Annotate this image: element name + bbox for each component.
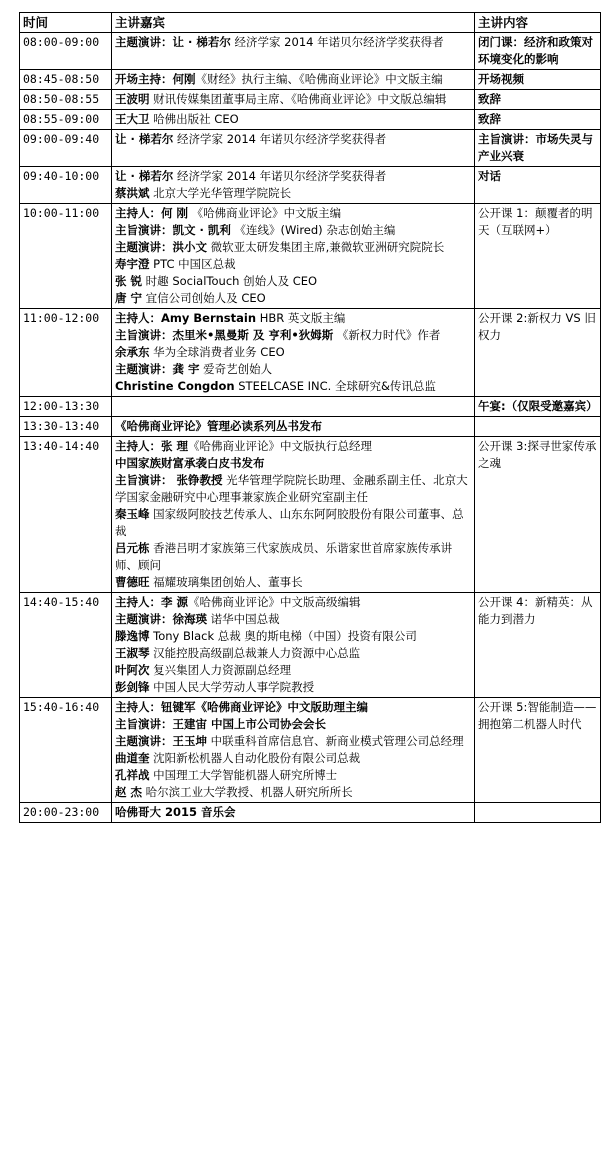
speaker-line (115, 168, 471, 185)
speaker-line (115, 310, 471, 327)
speaker-name: 秦玉峰 (115, 507, 150, 521)
speaker-line (115, 540, 471, 574)
speaker-title: 香港吕明才家族第三代家族成员、乐谐家世首席家族传承讲师、顾问 (115, 541, 453, 572)
speaker-title: 哈尔滨工业大学教授、机器人研究所所长 (142, 785, 353, 799)
speaker-line (115, 256, 471, 273)
speaker-title: 《哈佛商业评论》中文版执行总经理 (188, 439, 373, 453)
speaker-name: 主题演讲：洪小文 (115, 240, 207, 254)
speaker-cell (112, 204, 475, 309)
speaker-cell (112, 803, 475, 823)
table-row (20, 167, 601, 204)
header-time: 时间 (20, 13, 112, 33)
speaker-name: 王波明 (115, 92, 150, 106)
speaker-line (115, 750, 471, 767)
speaker-title: STEELCASE INC. 全球研究&传讯总监 (234, 379, 436, 393)
speaker-line (115, 290, 471, 307)
speaker-cell (112, 167, 475, 204)
speaker-name: 主旨演讲： 张铮教授 (115, 473, 223, 487)
topic-cell: 主旨演讲：市场失灵与产业兴衰 (475, 130, 601, 167)
speaker-name: 让 · 梯若尔 (115, 169, 174, 183)
speaker-name: 曲道奎 (115, 751, 150, 765)
speaker-name: 主持人：Amy Bernstain (115, 311, 257, 325)
speaker-line (115, 239, 471, 256)
speaker-line (115, 716, 471, 733)
speaker-name: 让 · 梯若尔 (115, 132, 174, 146)
table-row (20, 698, 601, 803)
table-row (20, 437, 601, 593)
time-cell: 09:00-09:40 (20, 130, 112, 167)
schedule-document (19, 12, 600, 823)
speaker-title: 中国理工大学智能机器人研究所博士 (149, 768, 338, 782)
speaker-cell (112, 417, 475, 437)
header-speaker: 主讲嘉宾 (112, 13, 475, 33)
speaker-cell (112, 70, 475, 90)
topic-cell (475, 803, 601, 823)
speaker-title: 福耀玻璃集团创始人、董事长 (149, 575, 303, 589)
speaker-line (115, 34, 471, 51)
topic-cell: 致辞 (475, 110, 601, 130)
topic-cell: 对话 (475, 167, 601, 204)
speaker-cell (112, 698, 475, 803)
speaker-line (115, 804, 471, 821)
speaker-title: 《新权力时代》作者 (333, 328, 441, 342)
time-cell: 14:40-15:40 (20, 593, 112, 698)
time-cell: 13:40-14:40 (20, 437, 112, 593)
speaker-title: 《哈佛商业评论》中文版高级编辑 (188, 595, 361, 609)
speaker-line (115, 91, 471, 108)
speaker-title: 爱奇艺创始人 (199, 362, 273, 376)
topic-cell (475, 417, 601, 437)
speaker-title: 国家级阿胶技艺传承人、山东东阿阿胶股份有限公司董事、总裁 (115, 507, 464, 538)
speaker-name: 主旨演讲：杰里米•黑曼斯 及 亨利•狄姆斯 (115, 328, 334, 342)
speaker-name: 寿宇澄 (115, 257, 150, 271)
speaker-name: 中国家族财富承袭白皮书发布 (115, 456, 265, 470)
speaker-name: 开场主持：何刚 (115, 72, 196, 86)
topic-cell: 午宴:（仅限受邀嘉宾） (475, 397, 601, 417)
speaker-title: Tony Black 总裁 奥的斯电梯（中国）投资有限公司 (149, 629, 417, 643)
time-cell: 15:40-16:40 (20, 698, 112, 803)
topic-cell: 公开课 2:新权力 VS 旧权力 (475, 309, 601, 397)
speaker-name: 《哈佛商业评论》管理必读系列丛书发布 (115, 419, 322, 433)
table-row (20, 33, 601, 70)
speaker-title: 财讯传媒集团董事局主席、《哈佛商业评论》中文版总编辑 (149, 92, 447, 106)
table-row (20, 803, 601, 823)
time-cell: 13:30-13:40 (20, 417, 112, 437)
speaker-name: 王淑琴 (115, 646, 150, 660)
speaker-cell (112, 309, 475, 397)
speaker-cell (112, 90, 475, 110)
speaker-name: 主题演讲：龚 宇 (115, 362, 200, 376)
table-header-row (20, 13, 601, 33)
speaker-line (115, 131, 471, 148)
speaker-line (115, 205, 471, 222)
speaker-title: 时趣 SocialTouch 创始人及 CEO (142, 274, 318, 288)
speaker-title: 华为全球消费者业务 CEO (149, 345, 285, 359)
speaker-title: 复兴集团人力资源副总经理 (149, 663, 292, 677)
speaker-cell (112, 437, 475, 593)
speaker-name: 唐 宁 (115, 291, 143, 305)
speaker-title: 宜信公司创始人及 CEO (142, 291, 266, 305)
speaker-title: 中联重科首席信息官、新商业模式管理公司总经理 (207, 734, 464, 748)
speaker-title: PTC 中国区总裁 (149, 257, 236, 271)
speaker-line (115, 767, 471, 784)
speaker-name: 王大卫 (115, 112, 150, 126)
speaker-name: 主旨演讲：凯文 · 凯利 (115, 223, 231, 237)
topic-cell: 公开课 4：新精英：从能力到潜力 (475, 593, 601, 698)
speaker-line (115, 611, 471, 628)
speaker-name: 赵 杰 (115, 785, 143, 799)
speaker-line (115, 645, 471, 662)
speaker-line (115, 455, 471, 472)
speaker-name: 主题演讲：让 · 梯若尔 (115, 35, 231, 49)
speaker-name: 主持人：何 刚 (115, 206, 189, 220)
time-cell: 10:00-11:00 (20, 204, 112, 309)
table-row (20, 70, 601, 90)
speaker-name: 主持人：张 理 (115, 439, 189, 453)
speaker-cell (112, 110, 475, 130)
topic-cell: 开场视频 (475, 70, 601, 90)
speaker-name: Christine Congdon (115, 379, 235, 393)
speaker-line (115, 679, 471, 696)
speaker-line (115, 506, 471, 540)
table-row (20, 417, 601, 437)
speaker-title: 微软亚太研发集团主席,兼微软亚洲研究院院长 (207, 240, 445, 254)
speaker-name: 彭剑锋 (115, 680, 150, 694)
speaker-title: 《哈佛商业评论》中文版主编 (188, 206, 342, 220)
speaker-name: 叶阿次 (115, 663, 150, 677)
speaker-title: 中国人民大学劳动人事学院教授 (149, 680, 315, 694)
table-row (20, 90, 601, 110)
speaker-line (115, 418, 471, 435)
speaker-title: 北京大学光华管理学院院长 (149, 186, 292, 200)
table-row (20, 397, 601, 417)
speaker-cell (112, 397, 475, 417)
speaker-name: 吕元栋 (115, 541, 150, 555)
speaker-title: 诺华中国总裁 (207, 612, 280, 626)
schedule-table (19, 12, 601, 823)
speaker-line (115, 222, 471, 239)
topic-cell: 公开课 3:探寻世家传承之魂 (475, 437, 601, 593)
speaker-title: HBR 英文版主编 (256, 311, 346, 325)
speaker-line (115, 327, 471, 344)
speaker-title: 光华管理学院院长助理、金融系副主任、北京大学国家金融研究中心理事兼家族企业研究室副主任 (115, 473, 468, 504)
speaker-name: 主题演讲：王玉坤 (115, 734, 207, 748)
time-cell: 08:00-09:00 (20, 33, 112, 70)
speaker-line (115, 472, 471, 506)
time-cell: 11:00-12:00 (20, 309, 112, 397)
speaker-title: 哈佛出版社 CEO (149, 112, 239, 126)
speaker-cell (112, 130, 475, 167)
speaker-cell (112, 33, 475, 70)
time-cell: 08:50-08:55 (20, 90, 112, 110)
topic-cell: 闭门课：经济和政策对环境变化的影响 (475, 33, 601, 70)
table-row (20, 130, 601, 167)
speaker-line (115, 662, 471, 679)
speaker-line (115, 699, 471, 716)
speaker-line (115, 594, 471, 611)
table-row (20, 204, 601, 309)
time-cell: 20:00-23:00 (20, 803, 112, 823)
speaker-line (115, 438, 471, 455)
speaker-name: 滕逸博 (115, 629, 150, 643)
speaker-title: 汉能控股高级副总裁兼人力资源中心总监 (149, 646, 361, 660)
speaker-line (115, 378, 471, 395)
speaker-cell (112, 593, 475, 698)
topic-cell: 公开课 1：颠覆者的明天（互联网+） (475, 204, 601, 309)
speaker-line (115, 273, 471, 290)
speaker-line (115, 344, 471, 361)
time-cell: 09:40-10:00 (20, 167, 112, 204)
speaker-name: 哈佛哥大 2015 音乐会 (115, 805, 236, 819)
speaker-line (115, 111, 471, 128)
table-row (20, 110, 601, 130)
speaker-line (115, 733, 471, 750)
speaker-name: 余承东 (115, 345, 150, 359)
speaker-line (115, 71, 471, 88)
speaker-line (115, 628, 471, 645)
speaker-name: 张 锐 (115, 274, 143, 288)
header-topic: 主讲内容 (475, 13, 601, 33)
speaker-name: 曹德旺 (115, 575, 150, 589)
speaker-line (115, 784, 471, 801)
speaker-name: 主题演讲：徐海瑛 (115, 612, 207, 626)
speaker-title: 《连线》(Wired) 杂志创始主编 (230, 223, 396, 237)
speaker-line (115, 361, 471, 378)
topic-cell: 公开课 5:智能制造——拥抱第二机器人时代 (475, 698, 601, 803)
speaker-name: 主旨演讲：王建宙 中国上市公司协会会长 (115, 717, 327, 731)
speaker-title: 沈阳新松机器人自动化股份有限公司总裁 (149, 751, 361, 765)
speaker-name: 蔡洪斌 (115, 186, 150, 200)
speaker-name: 孔祥战 (115, 768, 150, 782)
time-cell: 08:45-08:50 (20, 70, 112, 90)
speaker-title: 经济学家 2014 年诺贝尔经济学奖获得者 (173, 169, 387, 183)
speaker-line (115, 185, 471, 202)
speaker-name: 主持人：李 源 (115, 595, 189, 609)
time-cell: 08:55-09:00 (20, 110, 112, 130)
time-cell: 12:00-13:30 (20, 397, 112, 417)
speaker-title: 经济学家 2014 年诺贝尔经济学奖获得者 (173, 132, 387, 146)
speaker-title: 《财经》执行主编、《哈佛商业评论》中文版主编 (195, 72, 443, 86)
table-row (20, 593, 601, 698)
speaker-line (115, 574, 471, 591)
topic-cell: 致辞 (475, 90, 601, 110)
table-row (20, 309, 601, 397)
speaker-name: 主持人：钮键军《哈佛商业评论》中文版助理主编 (115, 700, 368, 714)
speaker-title: 经济学家 2014 年诺贝尔经济学奖获得者 (230, 35, 444, 49)
